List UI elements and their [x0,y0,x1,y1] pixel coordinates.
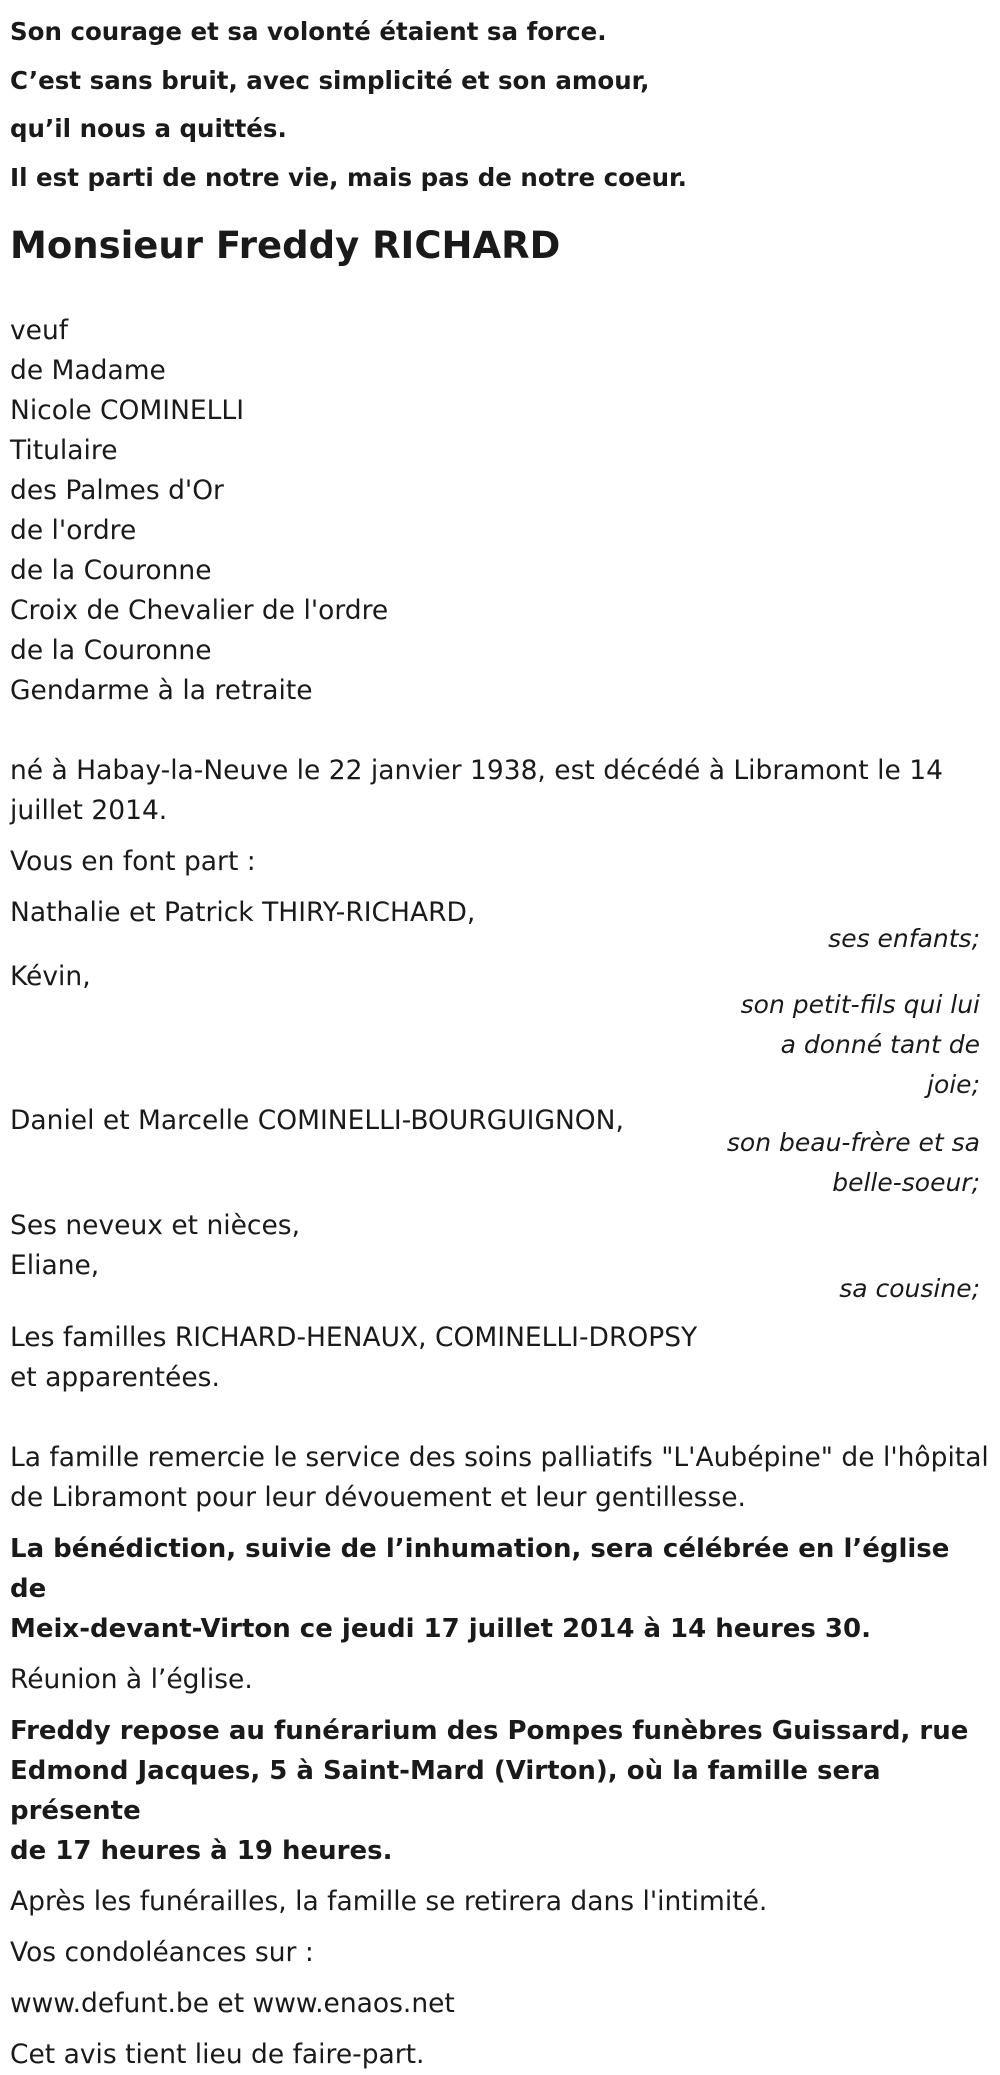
title-line: de Madame [10,355,166,386]
deceased-name: Monsieur Freddy RICHARD [10,224,561,267]
ceremony-line: Meix-devant-Virton ce jeudi 17 juillet 2014 à 14 heures 30. [10,1614,871,1644]
title-line: de l'ordre [10,515,137,546]
family-others: Les familles RICHARD-HENAUX, COMINELLI-DROPSY [10,1322,698,1353]
ceremony-info [10,1529,990,1649]
title-line: Gendarme à la retraite [10,675,313,706]
title-line: Nicole COMINELLI [10,395,245,426]
birth-line: juillet 2014. [10,795,168,826]
after-funeral-text: Après les funérailles, la famille se retirera dans l'intimité. [10,1886,768,1917]
family-list [10,893,990,1398]
meeting-text: Réunion à l’église. [10,1664,253,1695]
intro-line: qu’il nous a quittés. [10,114,287,143]
role-line: ses enfants; [828,924,980,953]
intro-line: Son courage et sa volonté étaient sa force. [10,17,607,46]
condolences-text: Vos condoléances sur : [10,1937,314,1968]
birth-death-info [10,751,990,831]
intro-line: C’est sans bruit, avec simplicité et son amour, [10,65,650,95]
intro-quote [10,8,990,202]
family-role [10,985,990,1105]
rest-line: de 17 heures à 19 heures. [10,1836,393,1866]
notice-text: Cet avis tient lieu de faire-part. [10,2039,425,2070]
role-line: sa cousine; [839,1274,980,1303]
family-grandson: Kévin, [10,961,91,992]
family-inlaws: Daniel et Marcelle COMINELLI-BOURGUIGNON, [10,1105,624,1136]
thanks-text [10,1438,990,1518]
family-others: et apparentées. [10,1362,220,1393]
title-line: Titulaire [10,435,118,466]
rest-line: Freddy repose au funérarium des Pompes funèbres Guissard, rue [10,1716,969,1746]
ceremony-line: La bénédiction, suivie de l’inhumation, sera célébrée en l’église de [10,1534,950,1604]
role-line: joie; [927,1070,980,1099]
role-line: belle-soeur; [832,1168,980,1197]
role-line: a donné tant de [780,1030,980,1059]
titles-list [10,311,990,711]
family-role [10,1269,990,1309]
role-line: son petit-fils qui lui [740,990,980,1019]
title-line: de la Couronne [10,635,212,666]
thanks-line: La famille remercie le service des soins palliatifs "L'Aubépine" de l'hôpital [10,1442,989,1473]
title-line: des Palmes d'Or [10,475,224,506]
role-line: son beau-frère et sa [726,1128,980,1157]
title-line: Croix de Chevalier de l'ordre [10,595,389,626]
title-line: de la Couronne [10,555,212,586]
family-cousin: Eliane, [10,1250,100,1281]
title-line: veuf [10,315,69,346]
websites-text: www.defunt.be et www.enaos.net [10,1988,455,2019]
thanks-line: de Libramont pour leur dévouement et leur gentillesse. [10,1482,746,1513]
announce-text: Vous en font part : [10,846,256,877]
family-nephews: Ses neveux et nièces, [10,1210,301,1241]
rest-info [10,1711,990,1871]
rest-line: Edmond Jacques, 5 à Saint-Mard (Virton), où la famille sera présente [10,1756,881,1826]
family-children: Nathalie et Patrick THIRY-RICHARD, [10,897,476,928]
intro-line: Il est parti de notre vie, mais pas de notre coeur. [10,162,687,192]
birth-line: né à Habay-la-Neuve le 22 janvier 1938, est décédé à Libramont le 14 [10,755,943,786]
